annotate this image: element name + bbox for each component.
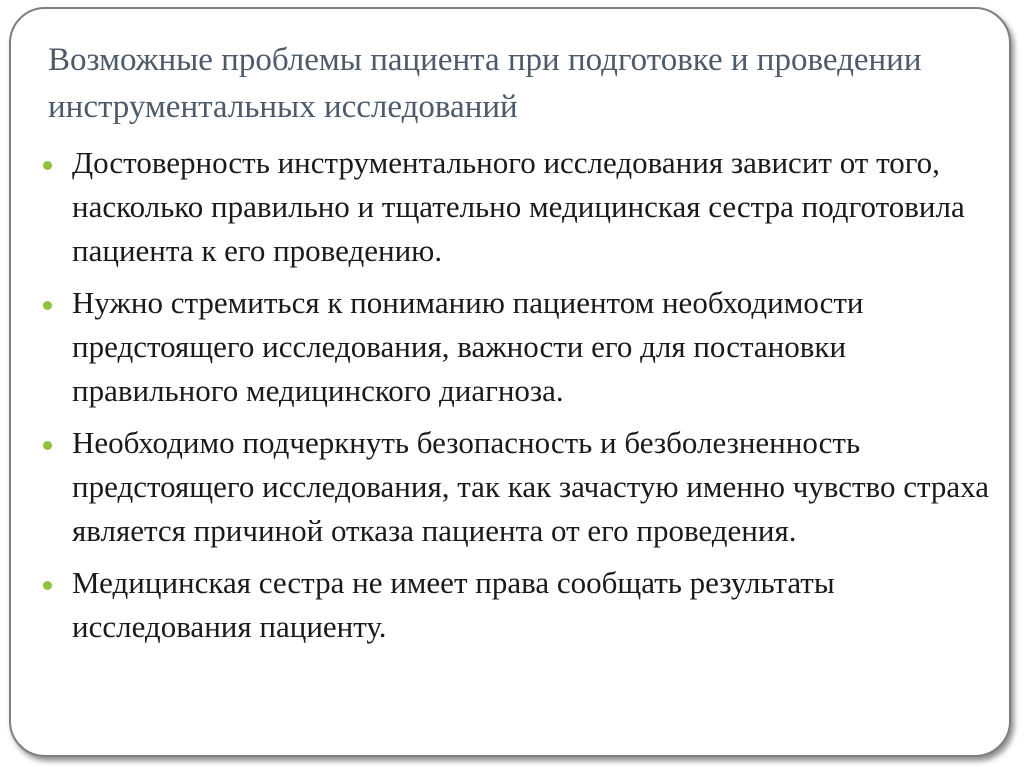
bullet-dot-icon	[43, 441, 52, 450]
slide-frame	[9, 7, 1011, 757]
bullet-item	[43, 281, 1013, 413]
bullet-item	[43, 561, 1013, 649]
bullet-item	[43, 421, 1013, 553]
bullet-dot-icon	[43, 161, 52, 170]
bullet-text: Нужно стремиться к пониманию пациентом необходимости предстоящего исследования, важности его для постановки правильного медицинского диагноза.	[72, 285, 864, 408]
bullet-dot-icon	[43, 301, 52, 310]
bullet-list	[43, 141, 1013, 657]
bullet-text: Достоверность инструментального исследования зависит от того, насколько правильно и тщательно медицинская сестра подготовила пациента к его проведению.	[72, 145, 965, 268]
slide-title: Возможные проблемы пациента при подготовке и проведении инструментальных исследований	[48, 42, 922, 125]
bullet-item	[43, 141, 1013, 273]
bullet-dot-icon	[43, 581, 52, 590]
bullet-text: Медицинская сестра не имеет права сообщать результаты исследования пациенту.	[72, 565, 835, 644]
bullet-text: Необходимо подчеркнуть безопасность и безболезненность предстоящего исследования, так как зачастую именно чувство страха является причиной отказа пациента от его проведения.	[72, 425, 990, 548]
